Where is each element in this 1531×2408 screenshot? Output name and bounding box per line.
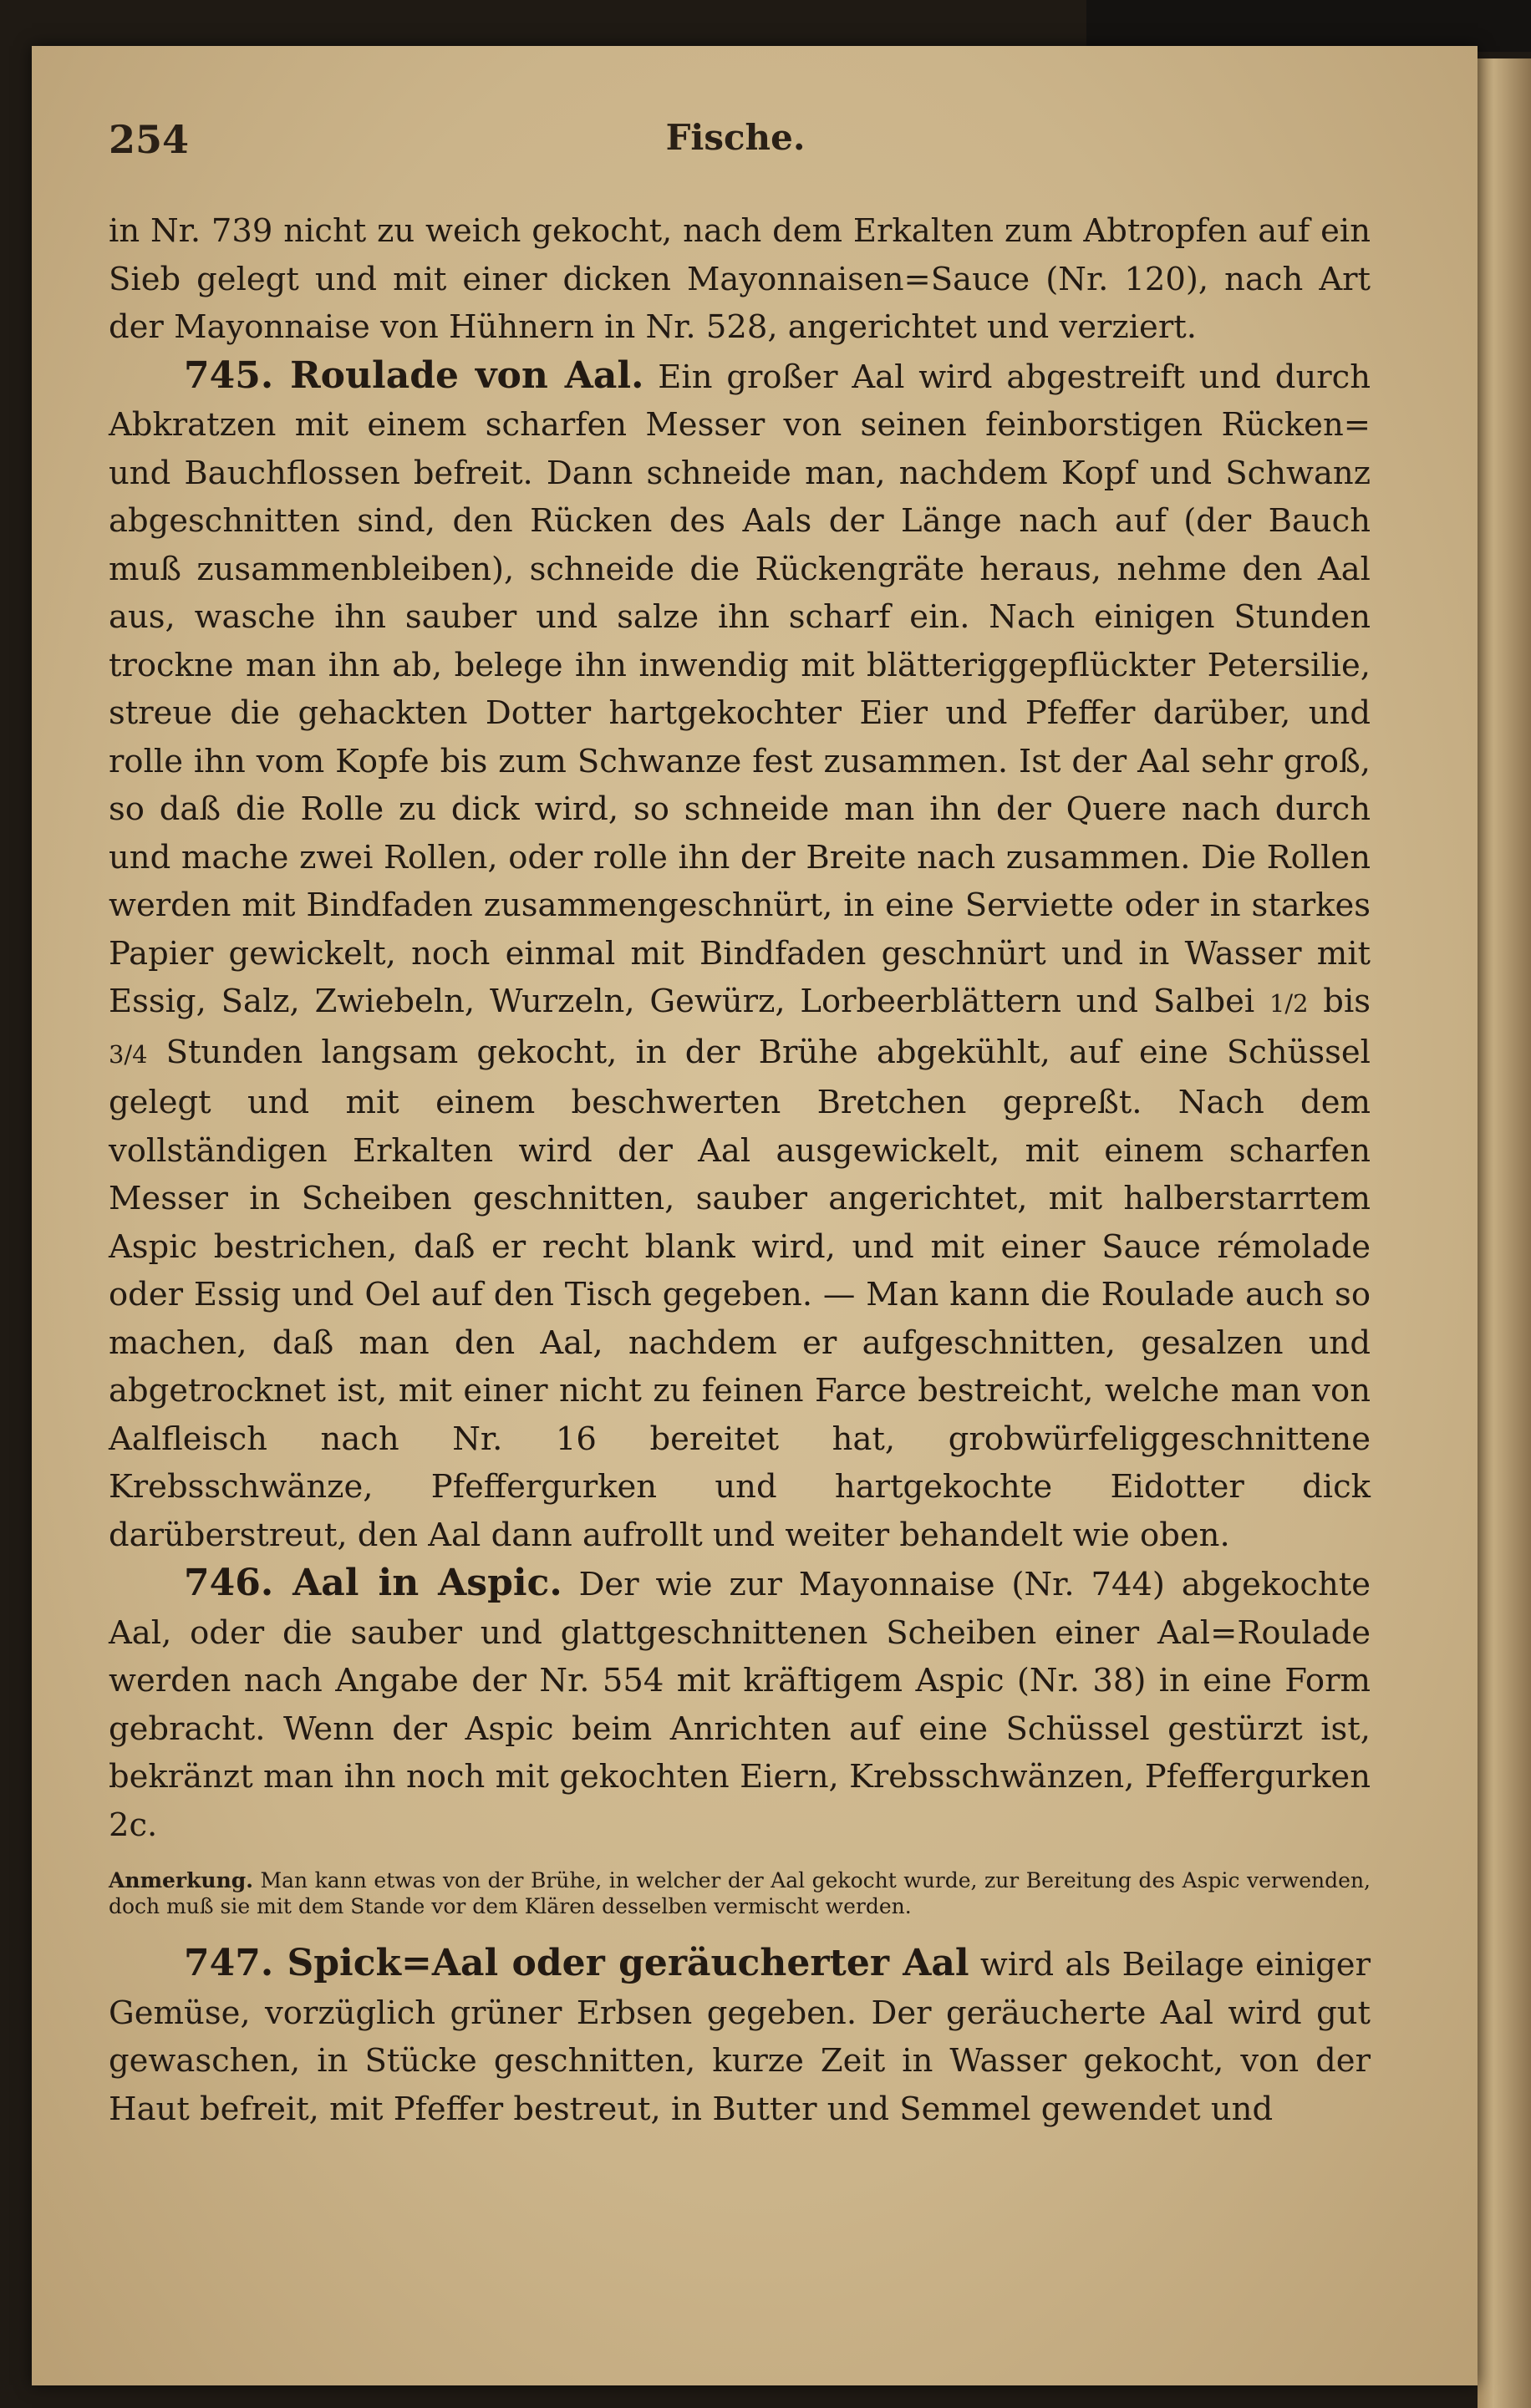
recipe-text: bis — [1323, 983, 1371, 1020]
page-header — [109, 117, 1362, 167]
recipe-heading: 746. Aal in Aspic. — [184, 1562, 562, 1604]
recipe-745 — [109, 352, 1371, 1560]
scan-background — [1086, 0, 1531, 52]
fraction: 3/4 — [109, 1039, 148, 1069]
note-text: Man kann etwas von der Brühe, in welcher der Aal gekocht wurde, zur Bereitung des Aspic verwenden, doch muß sie mit dem Stande vor dem Klären desselben vermischt werden. — [109, 1868, 1371, 1918]
recipe-746 — [109, 1559, 1371, 1849]
recipe-747 — [109, 1939, 1371, 2133]
continuation-paragraph: in Nr. 739 nicht zu weich gekocht, nach dem Erkalten zum Abtropfen auf ein Sieb gelegt und mit einer dicken Mayonnaisen=Sauce (Nr. 120), nach Art der Mayonnaise von Hühnern in Nr. 528, angerichtet und verziert. — [109, 212, 1371, 346]
recipe-text: wird als Beilage einiger Gemüse, vorzüglich grüner Erbsen gegeben. Der geräucherte Aal wird gut gewaschen, in Stücke geschnitten, kurze Zeit in Wasser gekocht, von der Haut befreit, mit Pfeffer bestreut, in Butter und Semmel gewendet und — [109, 1946, 1371, 2128]
page-content — [109, 207, 1371, 2133]
recipe-heading: 745. Roulade von Aal. — [184, 353, 644, 397]
recipe-text: Stunden langsam gekocht, in der Brühe abgekühlt, auf eine Schüssel gelegt und mit einem beschwerten Bretchen gepreßt. Nach dem vollständigen Erkalten wird der Aal ausgewickelt, mit einem scharfen Messer in Scheiben geschnitten, sauber angerichtet, mit halberstarrtem Aspic bestrichen, daß er recht blank wird, und mit einer Sauce rémolade oder Essig und Oel auf den Tisch gegeben. — Man kann die Roulade auch so machen, daß man den Aal, nachdem er aufgeschnitten, gesalzen und abgetrocknet ist, mit einer nicht zu feinen Farce bestreicht, welche man von Aalfleisch nach Nr. 16 bereitet hat, grobwürfeliggeschnittene Krebsschwänze, Pfeffergurken und hartgekochte Eidotter dick darüberstreut, den Aal dann aufrollt und weiter behandelt wie oben. — [109, 1033, 1371, 1554]
page-title: Fische. — [665, 117, 806, 158]
recipe-text: Ein großer Aal wird abgestreift und durch Abkratzen mit einem scharfen Messer von seinen feinborstigen Rücken= und Bauchflossen befreit. Dann schneide man, nachdem Kopf und Schwanz abgeschnitten sind, den Rücken des Aals der Länge nach auf (der Bauch muß zusammenbleiben), schneide die Rückengräte heraus, nehme den Aal aus, wasche ihn sauber und salze ihn scharf ein. Nach einigen Stunden trockne man ihn ab, belege ihn inwendig mit blätteriggepflückter Petersilie, streue die gehackten Dotter hartgekochter Eier und Pfeffer darüber, und rolle ihn vom Kopfe bis zum Schwanze fest zusammen. Ist der Aal sehr groß, so daß die Rolle zu dick wird, so schneide man ihn der Quere nach durch und mache zwei Rollen, oder rolle ihn der Breite nach zusammen. Die Rollen werden mit Bindfaden zusammengeschnürt, in eine Serviette oder in starkes Papier gewickelt, noch einmal mit Bindfaden geschnürt und in Wasser mit Essig, Salz, Zwiebeln, Wurzeln, Gewürz, Lorbeerblättern und Salbei — [109, 358, 1371, 1020]
recipe-heading: 747. Spick=Aal oder geräucherter Aal — [184, 1942, 969, 1984]
page-number: 254 — [109, 117, 190, 162]
recipe-text: Der wie zur Mayonnaise (Nr. 744) abgekochte Aal, oder die sauber und glattgeschnittenen Scheiben einer Aal=Roulade werden nach Angabe der Nr. 554 mit kräftigem Aspic (Nr. 38) in eine Form gebracht. Wenn der Aspic beim Anrichten auf eine Schüssel gestürzt ist, bekränzt man ihn noch mit gekochten Eiern, Krebsschwänzen, Pfeffergurken 2c. — [109, 1566, 1371, 1844]
note-label: Anmerkung. — [109, 1868, 253, 1892]
annotation-note — [109, 1867, 1371, 1919]
book-gutter — [1478, 58, 1531, 2408]
fraction: 1/2 — [1269, 989, 1309, 1018]
